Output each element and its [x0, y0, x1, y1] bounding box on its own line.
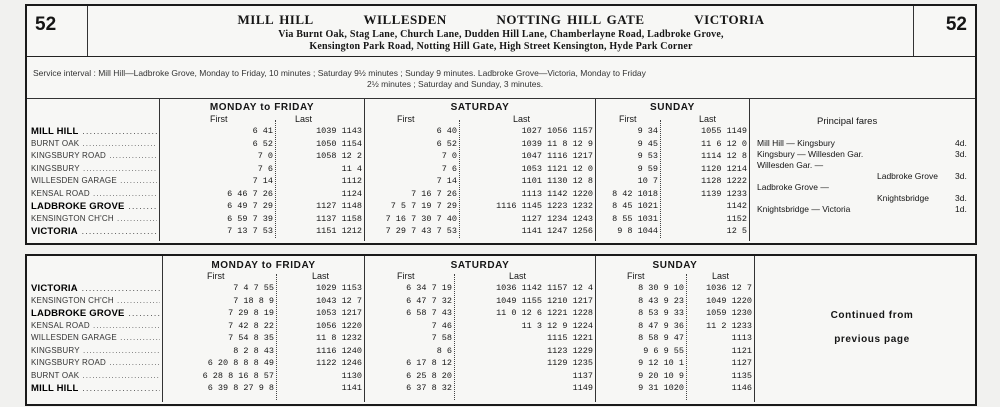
time-cell: 1116 1145 1223 1232: [496, 201, 593, 211]
time-cell: 1142: [726, 201, 747, 211]
time-cell: 9 45: [637, 138, 658, 149]
time-cell: 8 2 8 43: [233, 345, 274, 356]
time-cell: 8 55 1031: [612, 213, 658, 224]
destination: WILLESDEN: [363, 12, 447, 27]
route-header: [27, 6, 975, 57]
time-cell: 1036 12 7: [706, 283, 752, 293]
route-number-right: 52: [945, 14, 967, 35]
last-label: Last: [513, 114, 531, 124]
time-cell: 7 29 7 43 7 53: [385, 226, 457, 236]
time-cell: 1141: [341, 383, 362, 393]
time-cell: 1122 1246: [316, 358, 362, 368]
time-cell: 1050 1154: [316, 138, 362, 149]
time-cell: 8 47 9 36: [638, 320, 684, 331]
fare-route: Ladbroke Grove —: [757, 182, 829, 192]
last-label: Last: [295, 114, 313, 124]
destinations: [93, 12, 909, 28]
time-cell: 1127 1148: [316, 201, 362, 211]
time-cell: 11 6 12 0: [701, 138, 747, 149]
time-cell: 9 31 1020: [638, 383, 684, 393]
day-header-mon-fri: MONDAY to FRIDAY: [209, 102, 315, 113]
time-cell: 9 34: [637, 126, 658, 136]
stop-name: BURNT OAK .....: [31, 371, 160, 380]
time-cell: 1047 1116 1217: [521, 151, 593, 161]
first-label: First: [397, 271, 415, 281]
column-divider: [364, 256, 365, 402]
time-cell: 1055 1149: [701, 126, 747, 136]
time-cell: 6 37 8 32: [406, 383, 452, 393]
last-label: Last: [699, 114, 717, 124]
time-cell: 11 0 12 6 1221 1228: [496, 308, 593, 318]
time-cell: 1130: [341, 370, 362, 381]
time-cell: 7 14: [436, 176, 457, 186]
last-label: Last: [509, 271, 527, 281]
time-cell: 6 34 7 19: [406, 283, 452, 293]
stop-name: KENSAL ROAD .....: [31, 321, 160, 330]
time-cell: 6 47 7 32: [406, 295, 452, 306]
day-header-mon-fri: MONDAY to FRIDAY: [211, 260, 316, 271]
via-text: [93, 29, 909, 53]
time-cell: 1137: [572, 370, 593, 381]
fares-title: Principal fares: [817, 116, 878, 127]
time-cell: 7 16 7 30 7 40: [385, 213, 457, 224]
time-cell: 6 41: [252, 126, 273, 136]
stop-name: LADBROKE GROVE .....: [31, 308, 160, 319]
time-cell: 6 52: [436, 138, 457, 149]
stop-name: KINGSBURY ROAD .....: [31, 358, 160, 367]
fare-row: [877, 171, 967, 181]
time-cell: 6 59 7 39: [227, 213, 273, 224]
time-cell: 7 13 7 53: [227, 226, 273, 236]
stop-name: MILL HILL .....: [31, 383, 160, 394]
time-cell: 6 39 8 27 9 8: [207, 383, 274, 393]
continued-note: Continued from: [830, 310, 914, 321]
time-cell: 1058 12 2: [316, 151, 362, 161]
time-cell: 11 3 12 9 1224: [521, 320, 593, 331]
divider: [913, 6, 914, 56]
time-cell: 1113: [731, 333, 752, 343]
fare-row: [877, 193, 967, 203]
stop-name: KINGSBURY .....: [31, 164, 157, 173]
time-cell: 1116 1240: [316, 345, 362, 356]
time-cell: 8 43 9 23: [638, 295, 684, 306]
via-line: Kensington Park Road, Notting Hill Gate, High Street Kensington, Hyde Park Corner: [309, 41, 693, 52]
time-cell: 7 18 8 9: [233, 295, 274, 306]
destination: NOTTING HILL GATE: [496, 12, 645, 27]
first-label: First: [210, 114, 228, 124]
time-cell: 7 6: [441, 163, 457, 174]
time-cell: 1141 1247 1256: [521, 226, 593, 236]
stop-name: KINGSBURY .....: [31, 346, 160, 355]
fare-route: Knightsbridge — Victoria: [757, 204, 851, 214]
stop-name: VICTORIA .....: [31, 226, 157, 237]
time-cell: 1151 1212: [316, 226, 362, 236]
time-cell: 1128 1222: [701, 176, 747, 186]
time-cell: 1124: [341, 188, 362, 199]
route-number-left: 52: [35, 14, 57, 35]
fare-price: 3d.: [955, 193, 967, 203]
time-cell: 1059 1230: [706, 308, 752, 318]
first-label: First: [627, 271, 645, 281]
time-cell: 8 42 1018: [612, 188, 658, 199]
time-cell: 10 7: [637, 176, 658, 186]
time-cell: 7 16 7 26: [411, 188, 457, 199]
time-cell: 9 53: [637, 151, 658, 161]
time-cell: 6 20 8 8 8 49: [207, 358, 274, 368]
fare-price: 3d.: [955, 171, 967, 181]
day-header-saturday: SATURDAY: [450, 260, 510, 271]
time-cell: 7 29 8 19: [228, 308, 274, 318]
timetable-panel-return: [25, 254, 977, 406]
time-cell: 1127: [731, 358, 752, 368]
time-cell: 7 54 8 35: [228, 333, 274, 343]
time-cell: 6 25 8 20: [406, 370, 452, 381]
fare-price: 3d.: [955, 149, 967, 159]
column-divider: [159, 98, 160, 241]
time-cell: 9 59: [637, 163, 658, 174]
time-cell: 7 5 7 19 7 29: [390, 201, 457, 211]
time-cell: 8 58 9 47: [638, 333, 684, 343]
time-cell: 1123 1229: [547, 345, 593, 356]
time-cell: 7 4 7 55: [233, 283, 274, 293]
time-cell: 1049 1220: [706, 295, 752, 306]
time-cell: 11 4: [341, 163, 362, 174]
time-cell: 7 14: [252, 176, 273, 186]
column-divider: [595, 256, 596, 402]
time-cell: 6 28 8 16 8 57: [202, 370, 274, 381]
time-cell: 1039 1143: [316, 126, 362, 136]
timetable-panel-outbound: [25, 4, 977, 245]
fare-route: Ladbroke Grove: [877, 171, 938, 181]
time-cell: 8 53 9 33: [638, 308, 684, 318]
stop-name: MILL HILL .....: [31, 126, 157, 137]
column-divider: [660, 120, 661, 238]
time-cell: 8 45 1021: [612, 201, 658, 211]
via-line: Via Burnt Oak, Stag Lane, Church Lane, Dudden Hill Lane, Chamberlayne Road, Ladbroke Grove,: [278, 29, 724, 40]
time-cell: 12 5: [726, 226, 747, 236]
time-cell: 9 12 10 1: [638, 358, 684, 368]
time-cell: 7 0: [441, 151, 457, 161]
stop-name: BURNT OAK .....: [31, 139, 157, 148]
time-cell: 7 46: [431, 320, 452, 331]
time-cell: 6 46 7 26: [227, 188, 273, 199]
time-cell: 9 20 10 9: [638, 370, 684, 381]
time-cell: 1146: [731, 383, 752, 393]
stop-name: LADBROKE GROVE .....: [31, 201, 157, 212]
time-cell: 1129 1235: [547, 358, 593, 368]
time-cell: 1113 1142 1220: [521, 188, 593, 199]
continued-note: previous page: [834, 334, 910, 345]
time-cell: 1053 1217: [316, 308, 362, 318]
fare-row: [757, 160, 967, 170]
time-cell: 6 17 8 12: [406, 358, 452, 368]
column-divider: [275, 120, 276, 238]
time-cell: 1036 1142 1157 12 4: [496, 283, 593, 293]
time-cell: 7 58: [431, 333, 452, 343]
column-divider: [754, 256, 755, 402]
time-cell: 1120 1214: [701, 163, 747, 174]
fare-price: 1d.: [955, 204, 967, 214]
time-cell: 1053 1121 12 0: [521, 163, 593, 174]
stop-name: KENSAL ROAD .....: [31, 189, 157, 198]
service-interval: Service interval : Mill Hill—Ladbroke Grove, Monday to Friday, 10 minutes ; Saturday 9½ minutes ; Sunday 9 minutes. Ladbroke Grove—Victoria, Monday to Friday: [33, 68, 646, 78]
time-cell: 1056 1220: [316, 320, 362, 331]
destination: MILL HILL: [237, 12, 314, 27]
time-cell: 1127 1234 1243: [521, 213, 593, 224]
day-header-sunday: SUNDAY: [650, 102, 695, 113]
time-cell: 1149: [572, 383, 593, 393]
stop-name: KENSINGTON CH'CH .....: [31, 296, 160, 305]
time-cell: 6 52: [252, 138, 273, 149]
time-cell: 8 30 9 10: [638, 283, 684, 293]
time-cell: 1139 1233: [701, 188, 747, 199]
fare-route: Mill Hill — Kingsbury: [757, 138, 835, 148]
first-label: First: [207, 271, 225, 281]
time-cell: 1029 1153: [316, 283, 362, 293]
destination: VICTORIA: [694, 12, 765, 27]
time-cell: 1101 1130 12 8: [521, 176, 593, 186]
time-cell: 1112: [341, 176, 362, 186]
day-header-sunday: SUNDAY: [652, 260, 698, 271]
time-cell: 1135: [731, 370, 752, 381]
time-cell: 1115 1221: [547, 333, 593, 343]
time-cell: 7 42 8 22: [228, 320, 274, 331]
service-interval-cont: 2½ minutes ; Saturday and Sunday, 3 minutes.: [367, 79, 544, 89]
first-label: First: [619, 114, 637, 124]
stop-name: KENSINGTON CH'CH .....: [31, 214, 157, 223]
stop-name: KINGSBURY ROAD .....: [31, 151, 157, 160]
fare-row: [757, 149, 967, 159]
stop-name: VICTORIA .....: [31, 283, 160, 294]
column-divider: [454, 274, 455, 400]
divider: [87, 6, 88, 56]
time-cell: 9 6 9 55: [643, 345, 684, 356]
fare-price: 4d.: [955, 138, 967, 148]
column-divider: [749, 98, 750, 241]
day-header-saturday: SATURDAY: [450, 102, 510, 113]
time-cell: 1043 12 7: [316, 295, 362, 306]
time-cell: 1049 1155 1210 1217: [496, 295, 593, 306]
column-divider: [459, 120, 460, 238]
time-cell: 1121: [731, 345, 752, 356]
time-cell: 6 40: [436, 126, 457, 136]
fare-route: Knightsbridge: [877, 193, 929, 203]
column-divider: [364, 98, 365, 241]
stop-name: WILLESDEN GARAGE .....: [31, 176, 157, 185]
fare-row: [757, 138, 967, 148]
column-divider: [686, 274, 687, 400]
time-cell: 7 6: [257, 163, 273, 174]
time-cell: 1114 12 8: [701, 151, 747, 161]
time-cell: 1027 1056 1157: [521, 126, 593, 136]
time-cell: 11 2 1233: [706, 320, 752, 331]
column-divider: [276, 274, 277, 400]
stop-name: WILLESDEN GARAGE .....: [31, 333, 160, 342]
time-cell: 1137 1158: [316, 213, 362, 224]
time-cell: 1152: [726, 213, 747, 224]
time-cell: 6 49 7 29: [227, 201, 273, 211]
divider: [27, 98, 975, 99]
fare-row: [757, 182, 967, 192]
column-divider: [595, 98, 596, 241]
time-cell: 9 8 1044: [617, 226, 658, 236]
first-label: First: [397, 114, 415, 124]
last-label: Last: [312, 271, 330, 281]
last-label: Last: [712, 271, 730, 281]
time-cell: 1039 11 8 12 9: [521, 138, 593, 149]
column-divider: [162, 256, 163, 402]
time-cell: 8 6: [436, 345, 452, 356]
fare-route: Willesden Gar. —: [757, 160, 824, 170]
time-cell: 7 0: [257, 151, 273, 161]
fare-row: [757, 204, 967, 214]
time-cell: 6 58 7 43: [406, 308, 452, 318]
fare-route: Kingsbury — Willesden Gar.: [757, 149, 864, 159]
time-cell: 11 8 1232: [316, 333, 362, 343]
